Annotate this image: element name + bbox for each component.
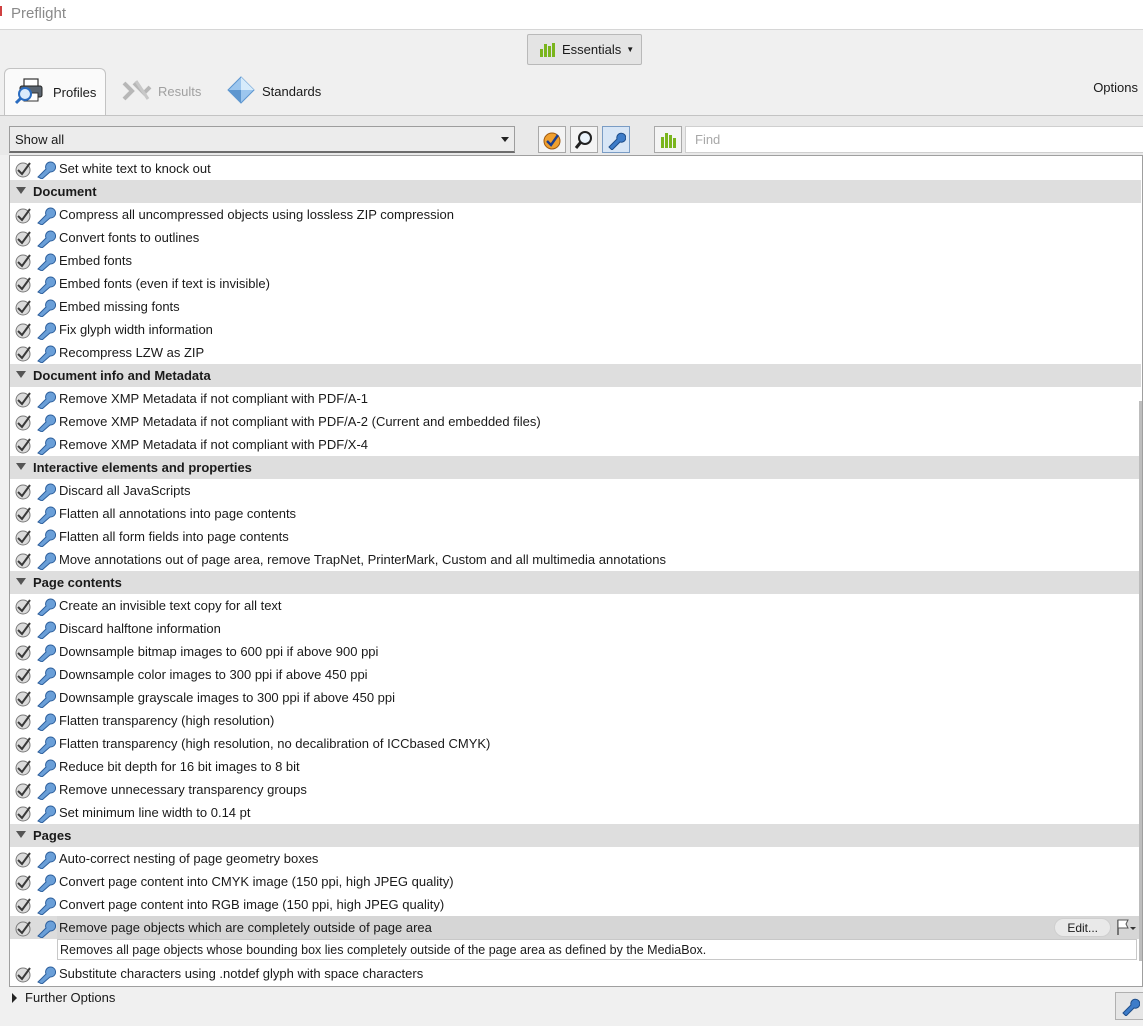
fixup-type-icons: [14, 251, 56, 274]
check-icon: [14, 642, 34, 665]
fixup-type-icons: [14, 780, 56, 803]
fixup-row[interactable]: [10, 525, 1141, 548]
wrench-icon: [36, 619, 56, 642]
fixup-row[interactable]: [10, 617, 1141, 640]
fixup-row[interactable]: [10, 433, 1141, 456]
fixup-label: Convert page content into RGB image (150 ppi, high JPEG quality): [59, 897, 445, 912]
check-icon: [14, 251, 34, 274]
fixup-row[interactable]: [10, 387, 1141, 410]
check-icon: [14, 918, 34, 941]
fixup-type-icons: [14, 757, 56, 780]
fixup-type-icons: [14, 412, 56, 435]
wrench-icon: [36, 320, 56, 343]
fixup-row[interactable]: [10, 479, 1141, 502]
check-icon: [14, 228, 34, 251]
fixup-type-icons: [14, 918, 56, 941]
tab-results-label: Results: [158, 84, 202, 99]
fixup-type-icons: [14, 895, 56, 918]
fixup-label: Flatten all annotations into page contents: [59, 506, 297, 521]
printer-magnifier-icon: [15, 77, 47, 108]
fixup-label: Set minimum line width to 0.14 pt: [59, 805, 251, 820]
section-label: Interactive elements and properties: [33, 460, 252, 475]
check-icon: [14, 435, 34, 458]
wrench-icon: [36, 688, 56, 711]
fixup-row[interactable]: [10, 847, 1141, 870]
check-icon: [14, 711, 34, 734]
fixup-type-icons: [14, 297, 56, 320]
tab-bar: [0, 68, 1143, 115]
fixup-label: Discard all JavaScripts: [59, 483, 191, 498]
fixup-type-icons: [14, 504, 56, 527]
section-label: Page contents: [33, 575, 122, 590]
essentials-workspace-button[interactable]: [527, 34, 642, 65]
fixup-type-icons: [14, 619, 56, 642]
check-icon: [14, 596, 34, 619]
fixup-row[interactable]: [10, 295, 1141, 318]
fixup-label: Remove unnecessary transparency groups: [59, 782, 307, 797]
fixup-label: Reduce bit depth for 16 bit images to 8 bit: [59, 759, 300, 774]
check-icon: [14, 688, 34, 711]
fixup-label: Compress all uncompressed objects using lossless ZIP compression: [59, 207, 454, 222]
collapse-triangle-icon[interactable]: [16, 187, 26, 194]
check-icon: [14, 504, 34, 527]
wrench-icon: [36, 274, 56, 297]
expand-arrow-icon: [12, 993, 17, 1003]
flag-menu-button[interactable]: [1113, 917, 1139, 937]
check-icon: [14, 619, 34, 642]
fixup-label: Remove XMP Metadata if not compliant with PDF/A-1: [59, 391, 368, 406]
fixup-label: Set white text to knock out: [59, 161, 211, 176]
fixup-row[interactable]: [10, 594, 1141, 617]
fixup-row[interactable]: [10, 893, 1141, 916]
fixup-label: Auto-correct nesting of page geometry boxes: [59, 851, 319, 866]
wrench-icon: [36, 481, 56, 504]
fixup-type-icons: [14, 550, 56, 573]
fixup-type-icons: [14, 320, 56, 343]
filter-select[interactable]: [9, 126, 515, 153]
check-icon: [14, 849, 34, 872]
check-icon: [14, 550, 34, 573]
wrench-icon: [36, 297, 56, 320]
wrench-icon: [36, 228, 56, 251]
collapse-triangle-icon[interactable]: [16, 371, 26, 378]
fixup-row[interactable]: [10, 755, 1141, 778]
wrench-icon: [36, 550, 56, 573]
wrench-icon: [36, 711, 56, 734]
fixup-type-icons: [14, 274, 56, 297]
section-header[interactable]: [10, 364, 1141, 387]
results-icon: [120, 77, 152, 106]
wrench-icon: [36, 734, 56, 757]
fixup-row[interactable]: [10, 709, 1141, 732]
chart-button[interactable]: [654, 126, 682, 153]
search-checks-button[interactable]: [570, 126, 598, 153]
check-icon: [14, 872, 34, 895]
fixup-type-icons: [14, 964, 56, 987]
check-icon: [14, 895, 34, 918]
fixup-label: Embed fonts: [59, 253, 132, 268]
fixup-type-icons: [14, 872, 56, 895]
fixup-row[interactable]: [10, 249, 1141, 272]
wrench-icon: [36, 527, 56, 550]
fixup-type-icons: [14, 481, 56, 504]
fixup-row[interactable]: [10, 962, 1141, 985]
window-title: Preflight: [11, 5, 67, 22]
check-icon: [14, 803, 34, 826]
wrench-icon: [36, 205, 56, 228]
fixup-label: Downsample bitmap images to 600 ppi if above 900 ppi: [59, 644, 379, 659]
check-icon: [14, 527, 34, 550]
fixup-label: Remove XMP Metadata if not compliant with PDF/A-2 (Current and embedded files): [59, 414, 541, 429]
wrench-icon: [36, 159, 56, 182]
fixup-row[interactable]: [10, 502, 1141, 525]
fixup-type-icons: [14, 205, 56, 228]
collapse-triangle-icon[interactable]: [16, 578, 26, 585]
check-icon: [14, 964, 34, 987]
window-edge-marker: [0, 6, 2, 16]
further-options-label: Further Options: [25, 990, 116, 1005]
fixup-label: Flatten all form fields into page contents: [59, 529, 289, 544]
fixup-action-button[interactable]: [1115, 992, 1143, 1020]
fixup-row[interactable]: [10, 410, 1141, 433]
section-label: Pages: [33, 828, 72, 843]
tab-standards[interactable]: [226, 68, 321, 115]
fixup-label: Downsample color images to 300 ppi if above 450 ppi: [59, 667, 368, 682]
further-options-toggle[interactable]: [12, 990, 115, 1005]
diamond-icon: [226, 75, 256, 108]
fixup-type-icons: [14, 527, 56, 550]
fixup-label: Recompress LZW as ZIP: [59, 345, 205, 360]
fixup-type-icons: [14, 711, 56, 734]
section-header[interactable]: [10, 824, 1141, 847]
fixup-label: Fix glyph width information: [59, 322, 213, 337]
fixup-label: Embed missing fonts: [59, 299, 180, 314]
check-icon: [14, 412, 34, 435]
check-icon: [14, 159, 34, 182]
search-input[interactable]: Find: [685, 126, 1143, 153]
flag-icon: [1115, 918, 1137, 936]
edit-button[interactable]: Edit...: [1054, 918, 1111, 937]
caret-down-icon: ▼: [626, 45, 635, 54]
fixup-row[interactable]: [10, 548, 1141, 571]
fixup-row[interactable]: [10, 226, 1141, 249]
fixup-label: Substitute characters using .notdef glyph with space characters: [59, 966, 424, 981]
check-icon: [14, 205, 34, 228]
fixup-type-icons: [14, 389, 56, 412]
section-header[interactable]: [10, 180, 1141, 203]
check-icon: [14, 734, 34, 757]
wrench-icon: [36, 412, 56, 435]
section-header[interactable]: [10, 456, 1141, 479]
wrench-icon: [1120, 996, 1140, 1016]
wrench-icon: [36, 757, 56, 780]
tab-standards-label: Standards: [262, 84, 322, 99]
cat-check-icon: [542, 130, 562, 150]
fixup-row[interactable]: [10, 778, 1141, 801]
check-icon: [14, 343, 34, 366]
check-icon: [14, 274, 34, 297]
fixup-type-icons: [14, 688, 56, 711]
fixup-row[interactable]: [10, 686, 1141, 709]
fixup-label: Convert fonts to outlines: [59, 230, 200, 245]
fixup-row[interactable]: [10, 640, 1141, 663]
tab-results[interactable]: [120, 68, 201, 115]
wrench-icon: [36, 642, 56, 665]
fixup-label: Discard halftone information: [59, 621, 221, 636]
wrench-icon: [36, 251, 56, 274]
chart-bars-icon: [540, 43, 555, 57]
wrench-icon: [606, 130, 626, 150]
wrench-icon: [36, 895, 56, 918]
fixup-type-icons: [14, 642, 56, 665]
fixup-label: Flatten transparency (high resolution, no decalibration of ICCbased CMYK): [59, 736, 491, 751]
fixup-label: Remove page objects which are completely outside of page area: [59, 920, 432, 935]
fixup-row[interactable]: [10, 732, 1141, 755]
dropdown-arrow-icon: [501, 137, 509, 142]
wrench-icon: [36, 665, 56, 688]
fixup-row[interactable]: [10, 203, 1141, 226]
wrench-icon: [36, 803, 56, 826]
tab-profiles-label: Profiles: [53, 84, 97, 100]
filter-select-value: Show all: [15, 132, 65, 147]
fixup-type-icons: [14, 803, 56, 826]
fixup-list[interactable]: [9, 155, 1143, 987]
title-bar: [0, 0, 1143, 30]
fixup-type-icons: [14, 228, 56, 251]
wrench-icon: [36, 389, 56, 412]
options-menu[interactable]: Options: [1093, 80, 1138, 95]
wrench-icon: [36, 343, 56, 366]
tab-profiles[interactable]: [4, 68, 106, 115]
fixup-type-icons: [14, 435, 56, 458]
wrench-icon: [36, 964, 56, 987]
wrench-icon: [36, 918, 56, 941]
vertical-scrollbar[interactable]: [1139, 401, 1142, 961]
fixup-row[interactable]: [10, 870, 1141, 893]
fixup-type-icons: [14, 596, 56, 619]
wrench-icon: [36, 596, 56, 619]
fixup-label: Flatten transparency (high resolution): [59, 713, 275, 728]
fixup-type-icons: [14, 343, 56, 366]
fixup-label: Remove XMP Metadata if not compliant with PDF/X-4: [59, 437, 368, 452]
fixup-row[interactable]: [10, 341, 1141, 364]
chart-bars-icon: [659, 131, 677, 149]
toolbar: [0, 115, 1143, 155]
magnifier-icon: [574, 130, 594, 150]
fixup-row[interactable]: [10, 801, 1141, 824]
fixup-description: Removes all page objects whose bounding box lies completely outside of the page area as defined by the MediaBox.: [57, 939, 1137, 960]
fixup-label: Create an invisible text copy for all text: [59, 598, 282, 613]
fixup-label: Embed fonts (even if text is invisible): [59, 276, 270, 291]
fixups-button[interactable]: [602, 126, 630, 153]
fixup-type-icons: [14, 849, 56, 872]
check-icon: [14, 757, 34, 780]
fixup-row[interactable]: [10, 916, 1141, 939]
check-icon: [14, 297, 34, 320]
check-icon: [14, 389, 34, 412]
fixup-type-icons: [14, 665, 56, 688]
profile-checks-button[interactable]: [538, 126, 566, 153]
section-label: Document: [33, 184, 97, 199]
fixup-type-icons: [14, 159, 56, 182]
collapse-triangle-icon[interactable]: [16, 463, 26, 470]
check-icon: [14, 481, 34, 504]
check-icon: [14, 320, 34, 343]
wrench-icon: [36, 780, 56, 803]
fixup-row[interactable]: [10, 663, 1141, 686]
section-header[interactable]: [10, 571, 1141, 594]
fixup-label: Downsample grayscale images to 300 ppi if above 450 ppi: [59, 690, 396, 705]
check-icon: [14, 780, 34, 803]
fixup-type-icons: [14, 734, 56, 757]
section-label: Document info and Metadata: [33, 368, 211, 383]
essentials-label: Essentials: [562, 42, 622, 57]
wrench-icon: [36, 872, 56, 895]
collapse-triangle-icon[interactable]: [16, 831, 26, 838]
fixup-label: Convert page content into CMYK image (150 ppi, high JPEG quality): [59, 874, 454, 889]
check-icon: [14, 665, 34, 688]
wrench-icon: [36, 435, 56, 458]
wrench-icon: [36, 849, 56, 872]
fixup-row[interactable]: [10, 272, 1141, 295]
fixup-row[interactable]: [10, 157, 1141, 180]
wrench-icon: [36, 504, 56, 527]
fixup-row[interactable]: [10, 318, 1141, 341]
fixup-label: Move annotations out of page area, remove TrapNet, PrinterMark, Custom and all multimedia annotations: [59, 552, 666, 567]
